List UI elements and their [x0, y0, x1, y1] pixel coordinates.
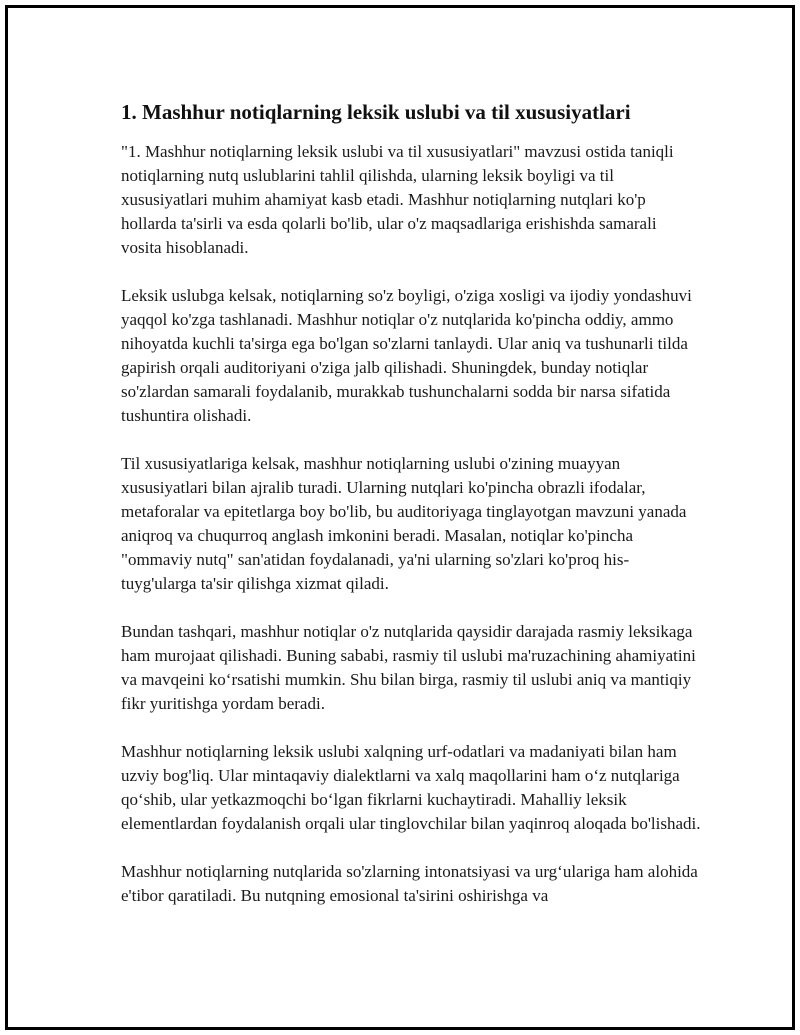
document-body [121, 98, 701, 932]
paragraph: Til xususiyatlariga kelsak, mashhur notiqlarning uslubi o'zining muayyan xususiyatlari bilan ajralib turadi. Ularning nutqlari ko'pincha obrazli ifodalar, metaforalar va epitetlarga boy bo'lib, bu auditoriyaga tinglayotgan mavzuni yanada aniqroq va chuqurroq anglash imkonini beradi. Masalan, notiqlar ko'pincha "ommaviy nutq" san'atidan foydalanadi, ya'ni ularning so'zlari ko'proq his-tuyg'ularga ta'sir qilishga xizmat qiladi. [121, 454, 687, 593]
paragraph: Mashhur notiqlarning nutqlarida so'zlarning intonatsiyasi va urg‘ulariga ham alohida e'tibor qaratiladi. Bu nutqning emosional ta'sirini oshirishga va [121, 862, 698, 905]
paragraph: Leksik uslubga kelsak, notiqlarning so'z boyligi, o'ziga xosligi va ijodiy yondashuvi yaqqol ko'zga tashlanadi. Mashhur notiqlar o'z nutqlarida ko'pincha oddiy, ammo nihoyatda kuchli ta'sirga ega bo'lgan so'zlarni tanlaydi. Ular aniq va tushunarli tilda gapirish orqali auditoriyani o'ziga jalb qilishadi. Shuningdek, bunday notiqlar so'zlardan samarali foydalanib, murakkab tushunchalarni sodda bir narsa sifatida tushuntira olishadi. [121, 286, 692, 425]
paragraph: Bundan tashqari, mashhur notiqlar o'z nutqlarida qaysidir darajada rasmiy leksikaga ham murojaat qilishadi. Buning sababi, rasmiy til uslubi ma'ruzachining ahamiyatini va mavqeini ko‘rsatishi mumkin. Shu bilan birga, rasmiy til uslubi aniq va mantiqiy fikr yuritishga yordam beradi. [121, 622, 696, 713]
section-heading: 1. Mashhur notiqlarning leksik uslubi va til xususiyatlari [121, 100, 631, 124]
paragraph: "1. Mashhur notiqlarning leksik uslubi va til xususiyatlari" mavzusi ostida taniqli notiqlarning nutq uslublarini tahlil qilishda, ularning leksik boyligi va til xususiyatlari muhim ahamiyat kasb etadi. Mashhur notiqlarning nutqlari ko'p hollarda ta'sirli va esda qolarli bo'lib, ular o'z maqsadlariga erishishda samarali vosita hisoblanadi. [121, 142, 674, 257]
document-page [5, 5, 795, 1030]
paragraph: Mashhur notiqlarning leksik uslubi xalqning urf-odatlari va madaniyati bilan ham uzviy bog'liq. Ular mintaqaviy dialektlarni va xalq maqollarini ham o‘z nutqlariga qo‘shib, ular yetkazmoqchi bo‘lgan fikrlarni kuchaytiradi. Mahalliy leksik elementlardan foydalanish orqali ular tinglovchilar bilan yaqinroq aloqada bo'lishadi. [121, 742, 701, 833]
